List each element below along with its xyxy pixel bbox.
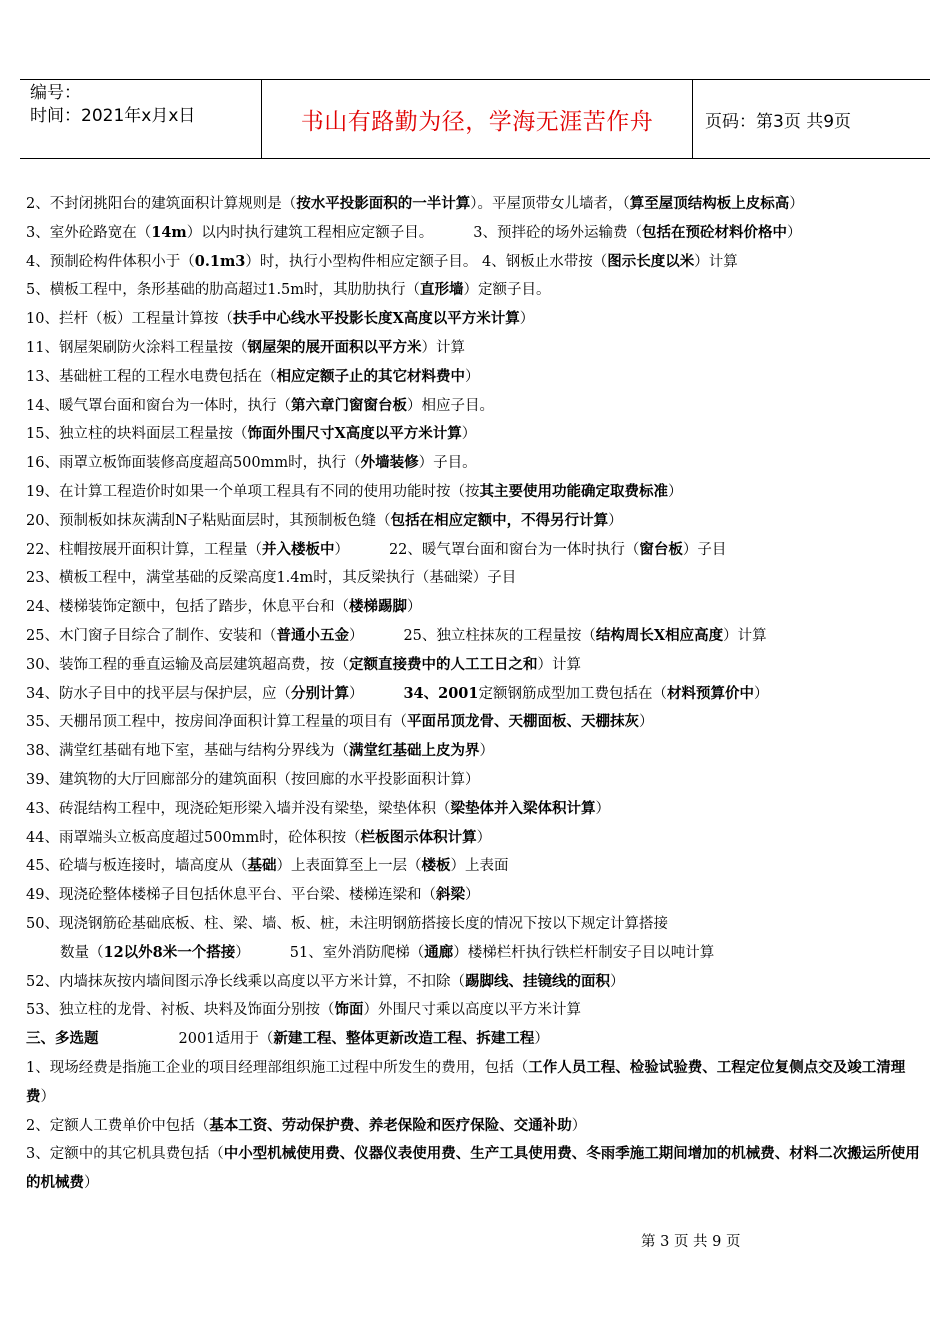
question-text: 35、天棚吊顶工程中，按房间净面积计算工程量的项目有（ xyxy=(26,714,407,731)
question-text: ）计算 xyxy=(537,656,581,673)
question-text: ）楼梯栏杆执行铁栏杆制安子目以吨计算 xyxy=(453,944,715,961)
question-text: 30、装饰工程的垂直运输及高层建筑超高费，按（ xyxy=(26,656,349,673)
answer-text: 材料预算价中 xyxy=(667,684,754,702)
text-line xyxy=(26,219,926,248)
text-line xyxy=(26,392,926,421)
answer-text: 中小型机械使用费、仪器仪表使用费、生产工具使用费、冬雨季施工期间增加的机械费、材料二次搬运所使用的机械费 xyxy=(26,1145,920,1192)
question-text: 3、预拌砼的场外运输费（ xyxy=(473,224,642,241)
question-text: ） xyxy=(406,599,422,616)
answer-text: 栏板图示体积计算 xyxy=(360,828,477,846)
answer-text: 算至屋顶结构板上皮标高 xyxy=(629,195,790,212)
question-text: 24、楼梯装饰定额中，包括了踏步，休息平台和（ xyxy=(26,599,349,616)
question-text: ）。平屋顶带女儿墙者，（ xyxy=(470,196,630,212)
text-line xyxy=(26,248,926,277)
motto-text: 书山有路勤为径，学海无涯苦作舟 xyxy=(300,108,654,135)
question-text: ）子目。 xyxy=(418,455,477,472)
question-text: 15、独立柱的块料面层工程量按（ xyxy=(26,426,248,443)
question-text: ） xyxy=(608,512,623,529)
question-text: ）上表面 xyxy=(450,858,509,875)
text-line xyxy=(26,1025,926,1054)
answer-text: 34、2001 xyxy=(403,684,479,702)
text-line xyxy=(26,334,926,363)
answer-text: 包括在相应定额中，不得另行计算 xyxy=(390,511,609,529)
text-line xyxy=(26,363,926,392)
question-text: ）时，执行小型构件相应定额子目。 4、钢板止水带按（ xyxy=(245,253,608,270)
text-line xyxy=(26,1054,926,1112)
text-line xyxy=(26,737,926,766)
answer-text: 第六章门窗窗台板 xyxy=(290,396,407,414)
question-text: 34、防水子目中的找平层与保护层，应（ xyxy=(26,685,291,702)
question-text: 39、建筑物的大厅回廊部分的建筑面积（按回廊的水平投影面积计算） xyxy=(26,771,480,788)
question-text: ） xyxy=(476,829,492,846)
serial-label: 编号： xyxy=(30,83,81,103)
page-footer xyxy=(641,1230,741,1251)
question-text: ）外围尺寸乘以高度以平方米计算 xyxy=(363,1002,581,1019)
question-text: ）定额子目。 xyxy=(463,282,551,299)
header-table xyxy=(20,79,930,159)
answer-text: 并入楼板中 xyxy=(261,540,335,558)
question-text: ） xyxy=(40,1088,55,1105)
question-text: ） xyxy=(595,800,610,817)
answer-text: 工作人员工程、检验试验费、工程定位复侧点交及竣工清理费 xyxy=(26,1058,906,1105)
text-line xyxy=(26,305,926,334)
text-line xyxy=(26,593,926,622)
question-text: 1、现场经费是指施工企业的项目经理部组织施工过程中所发生的费用，包括（ xyxy=(26,1059,529,1076)
question-text: ）计算 xyxy=(421,339,465,356)
question-text: 3、定额中的其它机具费包括（ xyxy=(26,1146,224,1163)
text-line xyxy=(26,622,926,651)
answer-text: 窗台板 xyxy=(639,540,683,558)
question-text: 2001适用于（ xyxy=(178,1031,274,1048)
question-text: 20、预制板如抹灰满刮N子粘贴面层时，其预制板色缝（ xyxy=(26,512,391,529)
page-label: 页码：第3页 共9页 xyxy=(705,111,852,132)
text-line xyxy=(26,824,926,853)
question-text: 49、现浇砼整体楼梯子目包括休息平台、平台梁、楼梯连梁和（ xyxy=(26,887,436,904)
question-text: ） xyxy=(638,714,654,731)
text-line xyxy=(26,996,926,1025)
question-text: 数量（ xyxy=(60,944,104,961)
answer-text: 相应定额子止的其它材料费中 xyxy=(276,367,465,385)
question-text: ） xyxy=(667,483,683,500)
header-meta-cell xyxy=(20,80,262,158)
text-line xyxy=(26,881,926,910)
question-text: ）以内时执行建筑工程相应定额子目。 xyxy=(186,224,434,241)
answer-text: 扶手中心线水平投影长度X高度以平方米计算 xyxy=(232,310,520,328)
answer-text: 斜梁 xyxy=(435,886,465,904)
answer-text: 新建工程、整体更新改造工程、拆建工程 xyxy=(273,1030,535,1048)
document-body xyxy=(26,190,926,1198)
answer-text: 图示长度以米 xyxy=(607,252,695,270)
answer-text: 踢脚线、挂镜线的面积 xyxy=(464,972,610,990)
question-text: 51、室外消防爬梯（ xyxy=(289,944,425,961)
question-text: ） xyxy=(571,1117,587,1134)
text-line xyxy=(26,651,926,680)
text-line xyxy=(26,680,926,709)
question-text: 22、柱帽按展开面积计算，工程量（ xyxy=(26,541,262,558)
answer-text: 基本工资、劳动保护费、养老保险和医疗保险、交通补助 xyxy=(209,1116,572,1134)
text-line xyxy=(26,708,926,737)
answer-text: 12以外8米一个搭接 xyxy=(103,943,236,961)
question-text: ） xyxy=(519,311,535,328)
question-text: 4、预制砼构件体积小于（ xyxy=(26,253,195,270)
question-text: 10、拦杆（板）工程量计算按（ xyxy=(26,311,233,328)
question-text: ） xyxy=(609,973,625,990)
answer-text: 0.1m3 xyxy=(194,252,246,270)
question-text: 11、钢屋架刷防火涂料工程量按（ xyxy=(26,339,248,356)
question-text: 50、现浇钢筋砼基础底板、柱、梁、墙、板、桩，未注明钢筋搭接长度的情况下按以下规定计算搭接 xyxy=(26,915,668,932)
text-line xyxy=(26,766,926,795)
question-text: 38、满堂红基础有地下室，基础与结构分界线为（ xyxy=(26,743,349,760)
time-label: 时间：2021年x月x日 xyxy=(30,106,196,126)
question-text: 3、室外砼路宽在（ xyxy=(26,224,152,241)
question-text: ） xyxy=(334,541,349,558)
answer-text: 包括在预砼材料价格中 xyxy=(642,223,787,241)
answer-text: 饰面 xyxy=(334,1001,364,1019)
text-line xyxy=(26,449,926,478)
question-text: 22、暖气罩台面和窗台为一体时执行（ xyxy=(388,541,640,558)
question-text: 23、横板工程中，满堂基础的反梁高度1.4m时，其反梁执行（基础梁）子目 xyxy=(26,570,517,587)
text-line xyxy=(26,564,926,593)
answer-text: 外墙装修 xyxy=(360,454,419,472)
answer-text: 按水平投影面积的一半计算 xyxy=(296,195,471,212)
question-text: 43、砖混结构工程中，现浇砼矩形梁入墙并没有梁垫，梁垫体积（ xyxy=(26,800,451,817)
footer-page-number: 第 3 页 共 9 页 xyxy=(641,1234,741,1250)
answer-text: 结构周长X相应高度 xyxy=(595,626,724,644)
answer-text: 普通小五金 xyxy=(276,626,349,644)
answer-text: 三、多选题 xyxy=(26,1030,99,1048)
question-text: 2、定额人工费单价中包括（ xyxy=(26,1117,210,1134)
question-text: 52、内墙抹灰按内墙间图示净长线乘以高度以平方米计算，不扣除（ xyxy=(26,973,465,990)
text-line xyxy=(26,507,926,536)
question-text: ） xyxy=(789,196,804,212)
question-text: ）计算 xyxy=(723,627,767,644)
answer-text: 梁垫体并入梁体积计算 xyxy=(450,799,596,817)
answer-text: 满堂红基础上皮为界 xyxy=(348,742,480,760)
text-line xyxy=(26,795,926,824)
question-text: 13、基础桩工程的工程水电费包括在（ xyxy=(26,368,277,385)
text-line xyxy=(26,420,926,449)
text-line xyxy=(26,910,926,939)
question-text: ） xyxy=(464,887,480,904)
answer-text: 平面吊顶龙骨、天棚面板、天棚抹灰 xyxy=(406,713,639,731)
text-line xyxy=(26,939,926,968)
page-number-cell xyxy=(693,80,930,158)
question-text: ） xyxy=(235,944,250,961)
question-text: ） xyxy=(754,685,769,702)
question-text: ）上表面算至上一层（ xyxy=(276,858,422,875)
text-line xyxy=(26,1140,926,1198)
question-text: 定额钢筋成型加工费包括在（ xyxy=(478,685,667,702)
question-text: ） xyxy=(348,627,364,644)
motto-cell xyxy=(262,80,693,158)
question-text: 19、在计算工程造价时如果一个单项工程具有不同的使用功能时按（按 xyxy=(26,483,480,500)
answer-text: 定额直接费中的人工工日之和 xyxy=(348,655,538,673)
answer-text: 直形墙 xyxy=(420,281,464,299)
question-text: ）相应子目。 xyxy=(406,397,494,414)
question-text: 25、独立柱抹灰的工程量按（ xyxy=(403,627,596,644)
answer-text: 14m xyxy=(151,223,187,241)
answer-text: 饰面外围尺寸X高度以平方米计算 xyxy=(247,425,462,443)
answer-text: 楼梯踢脚 xyxy=(348,598,407,616)
question-text: ） xyxy=(84,1175,99,1192)
question-text: 2、不封闭挑阳台的建筑面积计算规则是（ xyxy=(26,196,297,212)
text-line xyxy=(26,852,926,881)
question-text: ）子目 xyxy=(682,541,727,558)
question-text: 44、雨罩端头立板高度超过500mm时，砼体积按（ xyxy=(26,829,361,846)
text-line xyxy=(26,968,926,997)
question-text: ） xyxy=(787,224,802,241)
text-line xyxy=(26,190,926,219)
text-line xyxy=(26,1112,926,1141)
text-line xyxy=(26,276,926,305)
question-text: 25、木门窗子目综合了制作、安装和（ xyxy=(26,627,277,644)
question-text: ） xyxy=(534,1031,549,1048)
question-text: ） xyxy=(348,685,364,702)
question-text: 45、砼墙与板连接时，墙高度从（ xyxy=(26,858,248,875)
text-line xyxy=(26,536,926,565)
answer-text: 通廊 xyxy=(424,943,454,961)
question-text: 53、独立柱的龙骨、衬板、块料及饰面分别按（ xyxy=(26,1002,335,1019)
question-text: ） xyxy=(464,368,480,385)
question-text: ） xyxy=(461,426,477,443)
question-text: 5、横板工程中，条形基础的肋高超过1.5m时，其肋肋执行（ xyxy=(26,282,421,299)
answer-text: 分别计算 xyxy=(290,684,349,702)
question-text: 14、暖气罩台面和窗台为一体时，执行（ xyxy=(26,397,291,414)
text-line xyxy=(26,478,926,507)
answer-text: 基础 xyxy=(247,857,277,875)
answer-text: 其主要使用功能确定取费标准 xyxy=(479,482,668,500)
question-text: ） xyxy=(479,743,494,760)
answer-text: 钢屋架的展开面积以平方米 xyxy=(247,338,422,356)
question-text: ）计算 xyxy=(694,253,738,270)
answer-text: 楼板 xyxy=(421,857,451,875)
question-text: 16、雨罩立板饰面装修高度超高500mm时，执行（ xyxy=(26,455,361,472)
